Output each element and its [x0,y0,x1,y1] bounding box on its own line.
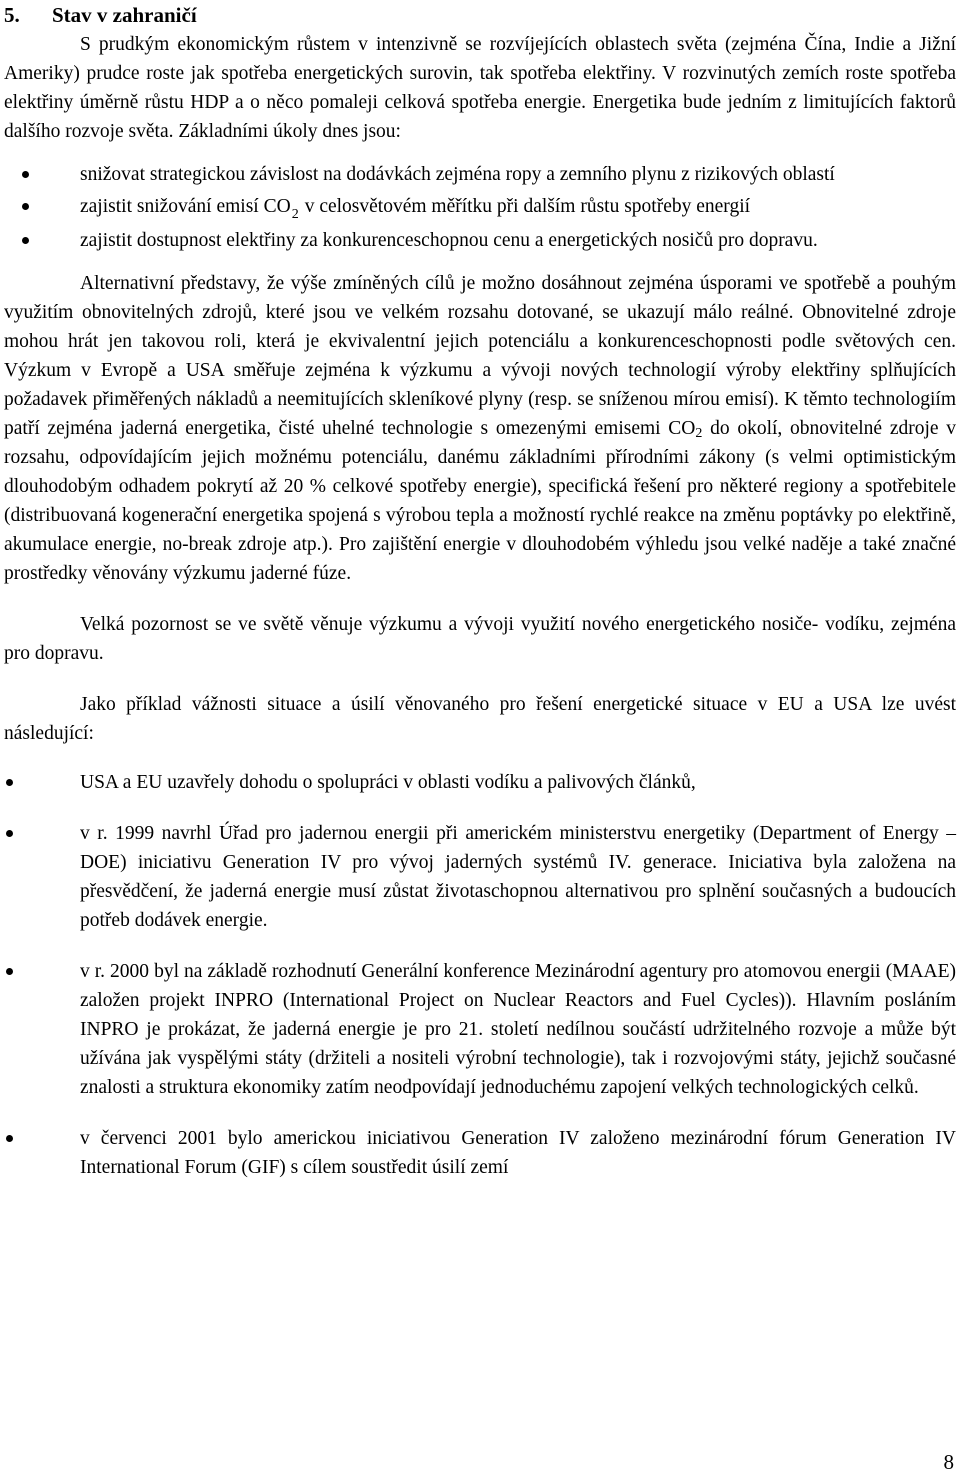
list-item [4,957,956,1102]
subscript: 2 [695,426,703,441]
section-number: 5. [4,3,20,27]
list-item-text: v červenci 2001 bylo americkou iniciativou Generation IV založeno mezinárodní fórum Generation IV International Forum (GIF) s cílem soustředit úsilí zemí [80,1128,956,1178]
intro-paragraph: S prudkým ekonomickým růstem v intenzivně se rozvíjejících oblastech světa (zejména Čína, Indie a Jižní Ameriky) prudce roste jak spotřeba energetických surovin, tak spotřeba elektřiny. V rozvinutých zemích roste spotřeba elektřiny úměrně růstu HDP a o něco pomaleji celková spotřeba energie. Energetika bude jedním z limitujících faktorů dalšího rozvoje světa. Základními úkoly dnes jsou: [4,34,956,142]
page-number: 8 [943,1450,954,1474]
examples-list [4,768,956,1182]
list-item [4,819,956,935]
list-item-text-rest: v celosvětovém měřítku při dalším růstu spotřeby energií [304,196,751,217]
document-page [4,0,956,1204]
co2-text: zajistit snižování emisí CO [80,196,291,217]
list-item-text [80,196,751,222]
list-item-text: snižovat strategickou závislost na dodávkách zejména ropy a zemního plynu z rizikových oblastí [80,164,835,185]
list-item-text: zajistit dostupnost elektřiny za konkurenceschopnou cenu a energetických nosičů pro dopravu. [80,230,818,251]
tasks-list [4,160,956,255]
examples-intro-paragraph: Jako příklad vážnosti situace a úsilí věnovaného pro řešení energetické situace v EU a USA lze uvést následující: [4,694,956,744]
section-title: Stav v zahraničí [52,3,197,27]
list-item-text: v r. 2000 byl na základě rozhodnutí Generální konference Mezinárodní agentury pro atomovou energii (MAAE) založen projekt INPRO (International Project on Nuclear Reactors and Fuel Cycles)). Hlavním posláním INPRO je prokázat, že jaderná energie je pro 21. století nedílnou součástí udržitelného rozvoje a může být užívána jak vyspělými státy (držiteli a nositeli výrobní technologie), tak i rozvojovými státy, jejichž současné znalosti a struktura ekonomiky zatím neodpovídají jednoduchému zapojení velkých technologických celků. [80,961,956,1098]
subscript: 2 [291,207,299,222]
section-heading [4,0,956,30]
list-item [4,1124,956,1182]
list-item-text: USA a EU uzavřely dohodu o spolupráci v oblasti vodíku a palivových článků, [80,772,696,793]
list-item [4,192,956,223]
list-item [4,226,956,255]
paragraph-text-rest: do okolí, obnovitelné zdroje v rozsahu, odpovídajícím jejich možnému potenciálu, danému základními přírodními zákony (s velmi optimistickým dlouhodobým odhadem pokrytí až 20 % celkové spotřeby energie), specifická řešení pro některé regiony a spotřebitele (distribuovaná kogenerační energetika spojená s výrobou tepla a možností rychlé reakce na změnu poptávky po elektřině, akumulace energie, no-break zdroje atp.). Pro zajištění energie v dlouhodobém výhledu jsou velké naděje a také značné prostředky věnovány výzkumu jaderné fúze. [4,418,957,584]
list-item [4,768,956,797]
list-item-text: v r. 1999 navrhl Úřad pro jadernou energii při americkém ministerstvu energetiky (Department of Energy – DOE) iniciativu Generation IV pro vývoj jaderných systémů IV. generace. Iniciativa byla založena na přesvědčení, že jaderná energie musí zůstat životaschopnou alternativou pro splnění současných a budoucích potřeb dodávek energie. [80,823,956,931]
list-item [4,160,956,189]
alternatives-paragraph [4,269,956,588]
paragraph-text: Alternativní představy, že výše zmíněných cílů je možno dosáhnout zejména úsporami ve spotřebě a pouhým využitím obnovitelných zdrojů, které jsou ve velkém rozsahu dotované, se ukazují málo reálné. Obnovitelné zdroje mohou hrát jen takovou roli, která je ekvivalentní jejich potenciálu a konkurenceschopnosti podle světových cen. Výzkum v Evropě a USA směřuje zejména k výzkumu a vývoji nových technologií výroby elektřiny splňujících požadavek přiměřených nákladů a neemitujících skleníkové plyny (resp. se sníženou mírou emisí). K těmto technologiím patří zejména jaderná energetika, čisté uhelné technologie s omezenými emisemi CO [4,273,956,439]
hydrogen-paragraph: Velká pozornost se ve světě věnuje výzkumu a vývoji využití nového energetického nosiče- vodíku, zejména pro dopravu. [4,614,956,664]
